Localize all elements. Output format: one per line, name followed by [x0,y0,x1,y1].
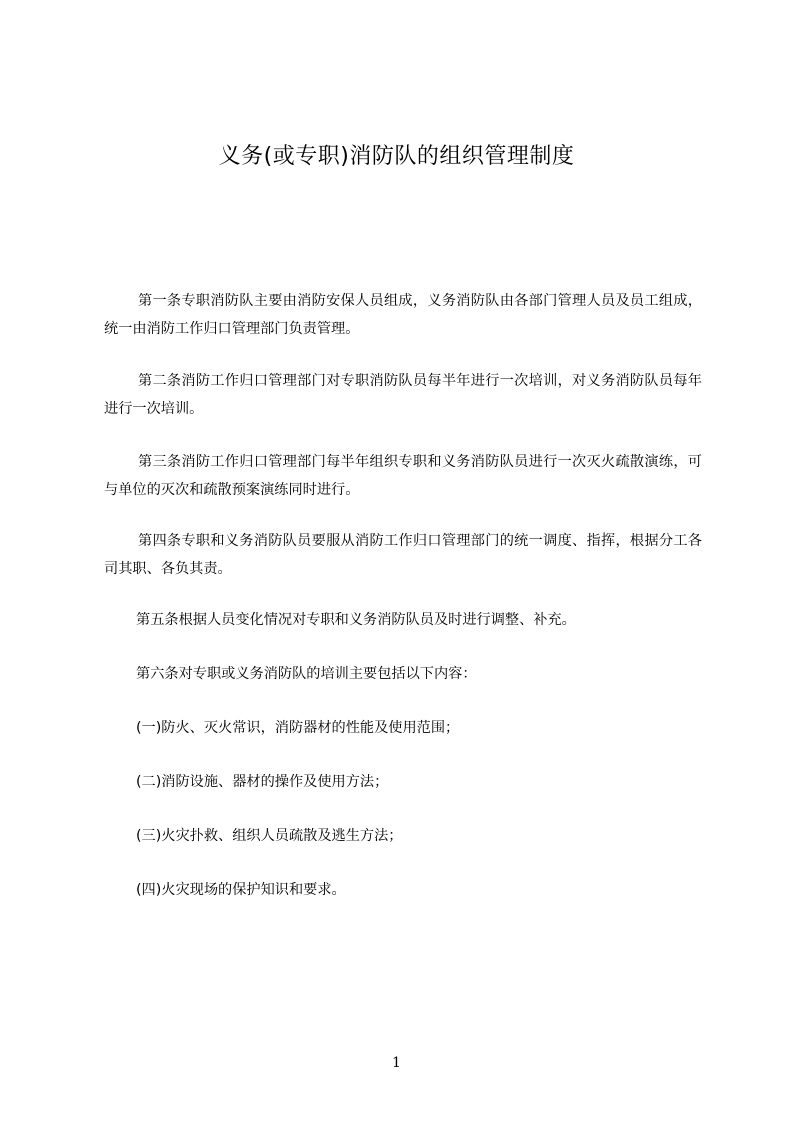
paragraph-article-2: 第二条消防工作归口管理部门对专职消防队员每半年进行一次培训，对义务消防队员每年进行一次培训。 [104,373,702,417]
document-title: 义务(或专职)消防队的组织管理制度 [218,144,575,169]
page-number: 1 [392,1055,401,1071]
list-item-4: (四)火灾现场的保护知识和要求。 [136,882,346,898]
paragraph-article-1: 第一条专职消防队主要由消防安保人员组成，义务消防队由各部门管理人员及员工组成，统一由消防工作归口管理部门负责管理。 [104,293,702,337]
list-item-1: (一)防火、灭火常识，消防器材的性能及使用范围； [136,720,460,736]
paragraph-article-6: 第六条对专职或义务消防队的培训主要包括以下内容： [136,666,477,682]
list-item-3: (三)火灾扑救、组织人员疏散及逃生方法； [136,828,403,844]
paragraph-article-5: 第五条根据人员变化情况对专职和义务消防队员及时进行调整、补充。 [136,612,576,628]
list-item-2: (二)消防设施、器材的操作及使用方法； [136,774,389,790]
paragraph-article-4: 第四条专职和义务消防队员要服从消防工作归口管理部门的统一调度、指挥，根据分工各司其职、各负其责。 [104,533,702,577]
paragraph-article-3: 第三条消防工作归口管理部门每半年组织专职和义务消防队员进行一次灭火疏散演练，可与单位的灭次和疏散预案演练同时进行。 [104,454,702,498]
